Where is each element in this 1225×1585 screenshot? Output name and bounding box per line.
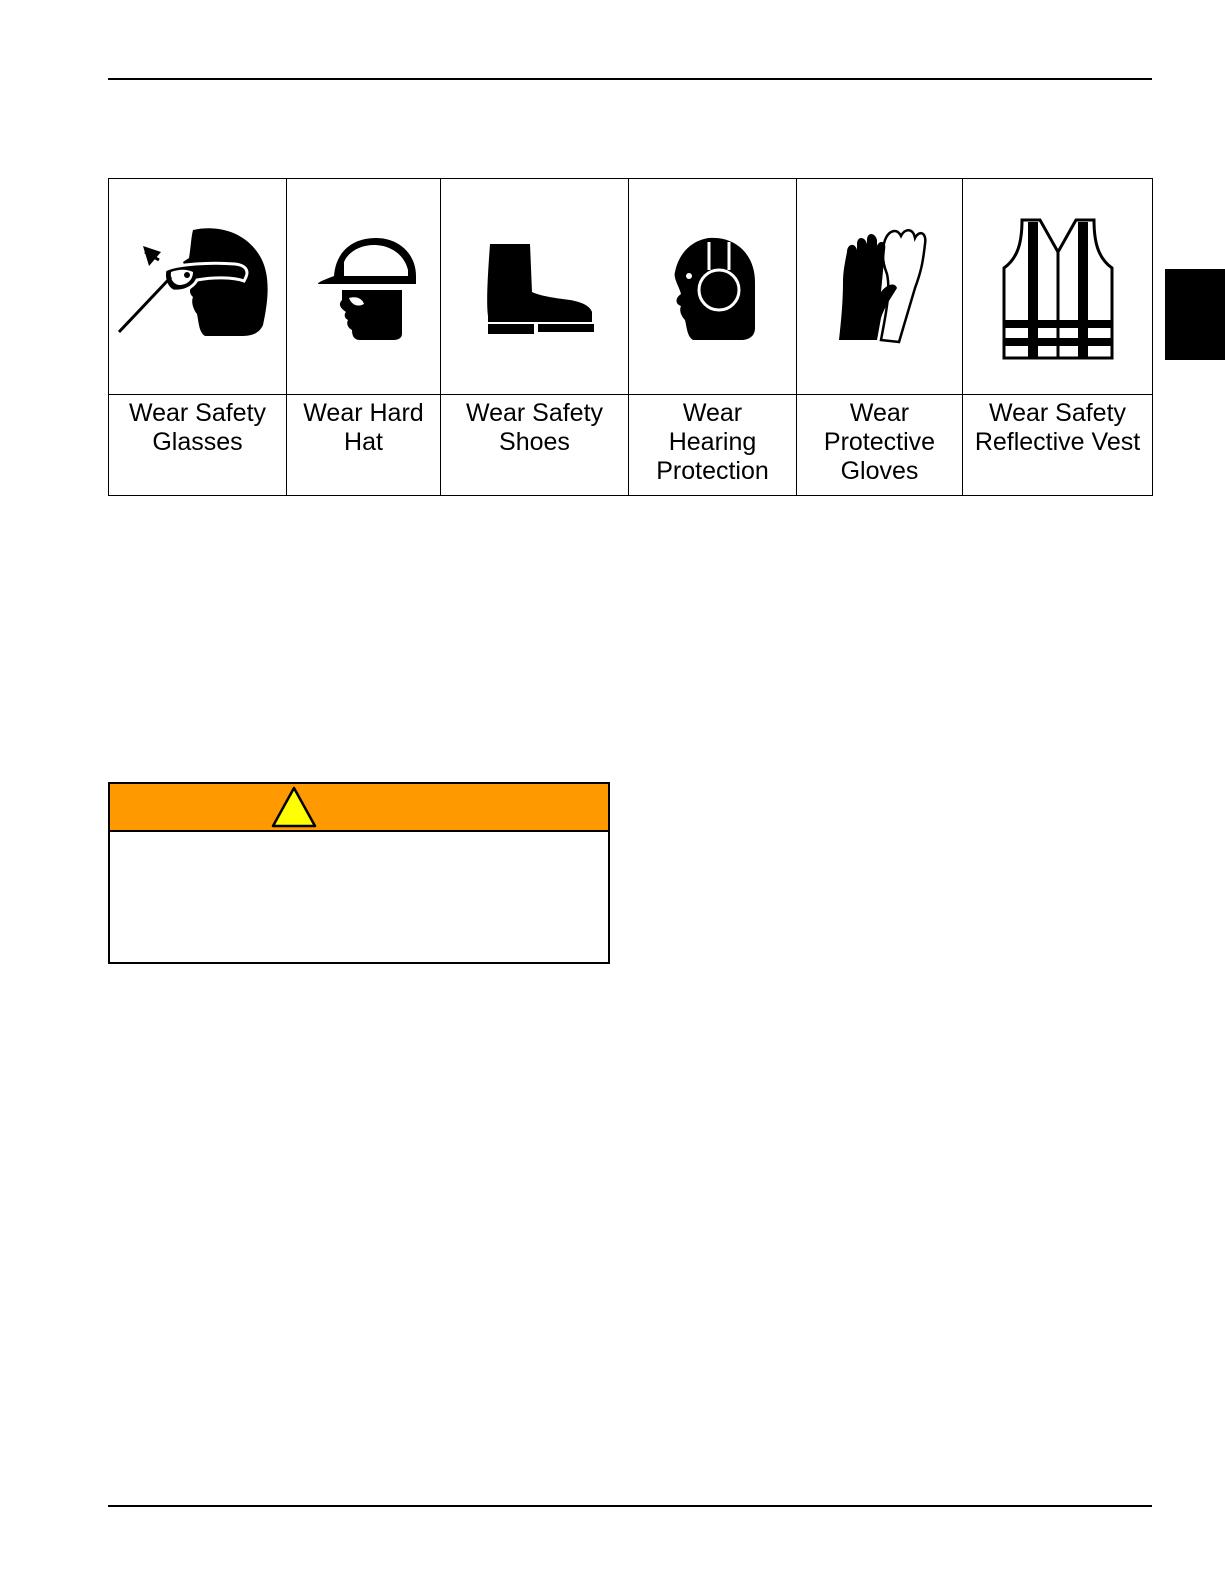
ppe-label-vest: Wear Safety Reflective Vest <box>974 399 1141 456</box>
ppe-cell-gloves <box>797 179 963 395</box>
ppe-label-cell-hard-hat <box>287 395 441 496</box>
header-rule <box>108 78 1152 80</box>
ppe-cell-glasses <box>109 179 287 395</box>
ppe-label-glasses: Wear Safety Glasses <box>128 399 267 456</box>
ppe-label-cell-gloves <box>797 395 963 496</box>
warning-header <box>110 784 608 832</box>
warning-box <box>108 782 610 964</box>
safety-glasses-icon <box>113 222 283 352</box>
ppe-cell-shoes <box>441 179 629 395</box>
protective-gloves-icon <box>825 222 935 352</box>
ppe-label-cell-vest <box>963 395 1153 496</box>
ppe-signs-table <box>108 178 1153 496</box>
footer-rule <box>108 1505 1152 1507</box>
safety-boot-icon <box>470 232 600 342</box>
ppe-cell-vest <box>963 179 1153 395</box>
reflective-vest-icon <box>988 212 1128 362</box>
hard-hat-icon <box>304 232 424 342</box>
ppe-label-hard-hat: Wear Hard Hat <box>303 399 424 456</box>
ppe-label-hearing: Wear Hearing Protection <box>656 399 769 485</box>
ppe-cell-hearing <box>629 179 797 395</box>
ppe-label-gloves: Wear Protective Gloves <box>823 399 936 485</box>
ppe-cell-hard-hat <box>287 179 441 395</box>
hearing-protection-icon <box>663 232 763 342</box>
ppe-label-shoes: Wear Safety Shoes <box>465 399 604 456</box>
ppe-label-cell-shoes <box>441 395 629 496</box>
warning-triangle-icon <box>270 785 318 829</box>
ppe-label-cell-hearing <box>629 395 797 496</box>
section-tab-marker <box>1165 269 1225 360</box>
ppe-label-cell-glasses <box>109 395 287 496</box>
